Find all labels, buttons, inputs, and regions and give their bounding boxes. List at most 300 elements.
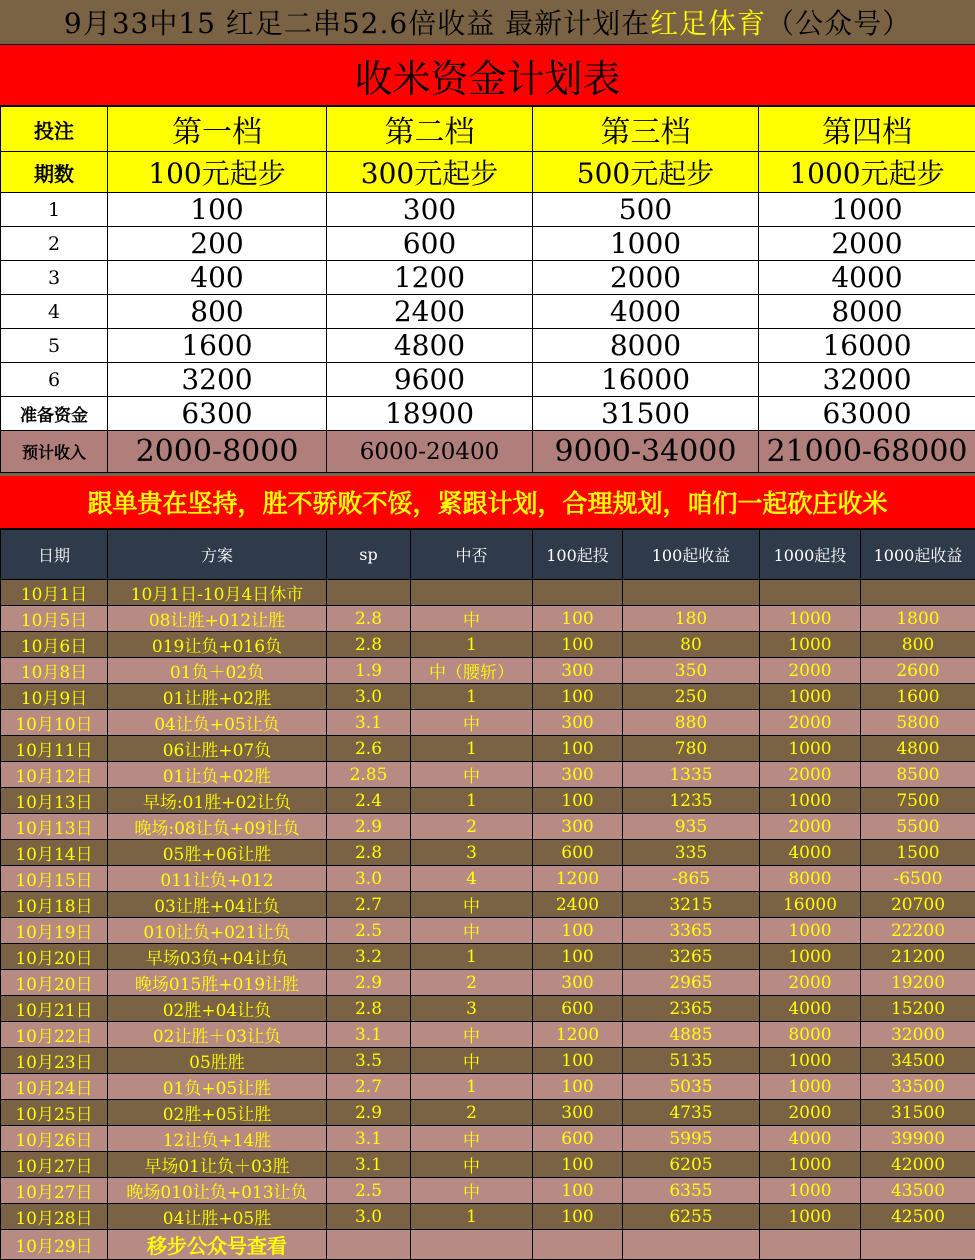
profit-100-cell: 335 xyxy=(623,840,760,866)
date-cell: 10月19日 xyxy=(1,918,108,944)
plan-cell: 12让负+14胜 xyxy=(108,1126,327,1152)
period-row xyxy=(1,261,975,295)
stake-cell: 400 xyxy=(108,261,327,295)
profit-100-cell: 4735 xyxy=(623,1100,760,1126)
sp-cell xyxy=(327,1230,411,1260)
fund-cell: 18900 xyxy=(327,397,533,431)
period-number: 2 xyxy=(1,227,108,261)
record-row xyxy=(1,710,975,736)
result-cell: 中 xyxy=(411,1022,533,1048)
result-cell: 1 xyxy=(411,1074,533,1100)
stake-cell: 2000 xyxy=(533,261,759,295)
record-row xyxy=(1,1126,975,1152)
stake-1000-cell: 1000 xyxy=(760,632,861,658)
stake-100-cell xyxy=(533,1230,623,1260)
period-row xyxy=(1,193,975,227)
record-row xyxy=(1,892,975,918)
profit-100-cell: -865 xyxy=(623,866,760,892)
profit-1000-cell: 2600 xyxy=(861,658,975,684)
profit-1000-cell: 21200 xyxy=(861,944,975,970)
result-cell: 2 xyxy=(411,814,533,840)
result-cell: 中 xyxy=(411,892,533,918)
stake-1000-cell: 1000 xyxy=(760,788,861,814)
result-cell: 3 xyxy=(411,840,533,866)
wechat-account-name: 红足体育 xyxy=(650,2,766,42)
profit-1000-cell: 32000 xyxy=(861,1022,975,1048)
stake-100-cell: 300 xyxy=(533,658,623,684)
plan-cell: 早场01让负＋03胜 xyxy=(108,1152,327,1178)
sp-cell: 3.0 xyxy=(327,1204,411,1230)
stake-100-cell: 1200 xyxy=(533,866,623,892)
stake-1000-cell: 2000 xyxy=(760,970,861,996)
stake-100-cell: 300 xyxy=(533,970,623,996)
result-cell: 1 xyxy=(411,736,533,762)
plan-cell: 01负+05让胜 xyxy=(108,1074,327,1100)
stake-100-cell: 100 xyxy=(533,1152,623,1178)
record-row xyxy=(1,684,975,710)
fund-cell: 31500 xyxy=(533,397,759,431)
col-header-stake-1000: 1000起投 xyxy=(760,530,861,580)
stake-100-cell: 600 xyxy=(533,840,623,866)
record-row xyxy=(1,1074,975,1100)
date-cell: 10月5日 xyxy=(1,606,108,632)
profit-100-cell: 5035 xyxy=(623,1074,760,1100)
record-row xyxy=(1,970,975,996)
plan-cell: 011让负+012 xyxy=(108,866,327,892)
stake-1000-cell: 2000 xyxy=(760,658,861,684)
stake-100-cell: 2400 xyxy=(533,892,623,918)
result-cell: 中 xyxy=(411,710,533,736)
stake-cell: 8000 xyxy=(533,329,759,363)
sp-cell: 3.1 xyxy=(327,1152,411,1178)
result-cell: 中 xyxy=(411,918,533,944)
date-cell: 10月10日 xyxy=(1,710,108,736)
sp-cell: 3.0 xyxy=(327,684,411,710)
stake-1000-cell xyxy=(760,580,861,606)
result-cell xyxy=(411,1230,533,1260)
page-title: 收米资金计划表 xyxy=(0,45,975,106)
stake-100-cell: 100 xyxy=(533,684,623,710)
date-cell: 10月22日 xyxy=(1,1022,108,1048)
record-row xyxy=(1,1230,975,1260)
profit-100-cell: 1235 xyxy=(623,788,760,814)
date-cell: 10月25日 xyxy=(1,1100,108,1126)
record-row xyxy=(1,1152,975,1178)
profit-100-cell: 250 xyxy=(623,684,760,710)
date-cell: 10月24日 xyxy=(1,1074,108,1100)
record-row xyxy=(1,840,975,866)
sp-cell: 3.2 xyxy=(327,944,411,970)
fund-label: 准备资金 xyxy=(1,397,108,431)
sp-cell: 2.6 xyxy=(327,736,411,762)
start-amount-row xyxy=(1,152,975,193)
profit-1000-cell: 15200 xyxy=(861,996,975,1022)
stake-100-cell: 100 xyxy=(533,1074,623,1100)
income-cell: 2000-8000 xyxy=(108,431,327,473)
record-row xyxy=(1,1022,975,1048)
sp-cell: 2.8 xyxy=(327,840,411,866)
profit-1000-cell: 5500 xyxy=(861,814,975,840)
period-number: 3 xyxy=(1,261,108,295)
profit-1000-cell: 7500 xyxy=(861,788,975,814)
funding-plan-table xyxy=(0,106,975,473)
profit-100-cell: 3365 xyxy=(623,918,760,944)
result-cell: 4 xyxy=(411,866,533,892)
bet-label: 投注 xyxy=(1,107,108,152)
stake-100-cell: 300 xyxy=(533,762,623,788)
profit-1000-cell: 42500 xyxy=(861,1204,975,1230)
period-row xyxy=(1,329,975,363)
results-record-table xyxy=(0,529,975,1260)
stake-100-cell: 100 xyxy=(533,632,623,658)
profit-100-cell: 4885 xyxy=(623,1022,760,1048)
plan-cell: 03让胜+04让负 xyxy=(108,892,327,918)
stake-100-cell: 100 xyxy=(533,606,623,632)
stake-cell: 300 xyxy=(327,193,533,227)
record-row xyxy=(1,1100,975,1126)
stake-cell: 200 xyxy=(108,227,327,261)
top-banner-text: 9月33中15 红足二串52.6倍收益 最新计划在 xyxy=(64,2,650,42)
record-row xyxy=(1,1048,975,1074)
top-banner xyxy=(0,0,975,45)
profit-100-cell: 3215 xyxy=(623,892,760,918)
plan-cell: 04让胜+05胜 xyxy=(108,1204,327,1230)
profit-1000-cell: 43500 xyxy=(861,1178,975,1204)
stake-cell: 8000 xyxy=(759,295,975,329)
profit-1000-cell: -6500 xyxy=(861,866,975,892)
result-cell: 2 xyxy=(411,970,533,996)
profit-1000-cell: 33500 xyxy=(861,1074,975,1100)
plan-cell: 06让胜+07负 xyxy=(108,736,327,762)
stake-100-cell: 600 xyxy=(533,1126,623,1152)
record-row xyxy=(1,580,975,606)
sp-cell: 2.8 xyxy=(327,606,411,632)
result-cell: 中 xyxy=(411,1152,533,1178)
stake-cell: 4800 xyxy=(327,329,533,363)
col-header-result: 中否 xyxy=(411,530,533,580)
plan-cell: 早场:01胜+02让负 xyxy=(108,788,327,814)
record-row xyxy=(1,918,975,944)
profit-100-cell: 5135 xyxy=(623,1048,760,1074)
record-row xyxy=(1,606,975,632)
stake-100-cell: 100 xyxy=(533,736,623,762)
result-cell: 中（腰斩） xyxy=(411,658,533,684)
stake-cell: 600 xyxy=(327,227,533,261)
col-header-stake-100: 100起投 xyxy=(533,530,623,580)
profit-100-cell: 2965 xyxy=(623,970,760,996)
stake-1000-cell: 1000 xyxy=(760,918,861,944)
date-cell: 10月20日 xyxy=(1,944,108,970)
start-cell: 1000元起步 xyxy=(759,152,975,193)
fund-cell: 6300 xyxy=(108,397,327,431)
stake-1000-cell: 16000 xyxy=(760,892,861,918)
period-number: 1 xyxy=(1,193,108,227)
tier-cell: 第三档 xyxy=(533,107,759,152)
profit-1000-cell xyxy=(861,1230,975,1260)
stake-100-cell: 100 xyxy=(533,1178,623,1204)
sp-cell xyxy=(327,580,411,606)
profit-1000-cell: 5800 xyxy=(861,710,975,736)
plan-cell: 02胜+04让负 xyxy=(108,996,327,1022)
sp-cell: 2.9 xyxy=(327,970,411,996)
record-row xyxy=(1,658,975,684)
period-label: 期数 xyxy=(1,152,108,193)
stake-cell: 1000 xyxy=(759,193,975,227)
profit-100-cell: 6205 xyxy=(623,1152,760,1178)
income-row xyxy=(1,431,975,473)
profit-1000-cell: 1800 xyxy=(861,606,975,632)
date-cell: 10月27日 xyxy=(1,1178,108,1204)
result-cell: 中 xyxy=(411,1048,533,1074)
stake-100-cell: 100 xyxy=(533,944,623,970)
stake-cell: 16000 xyxy=(533,363,759,397)
profit-1000-cell: 19200 xyxy=(861,970,975,996)
result-cell: 1 xyxy=(411,788,533,814)
col-header-profit-100: 100起收益 xyxy=(623,530,760,580)
fund-row xyxy=(1,397,975,431)
profit-100-cell: 780 xyxy=(623,736,760,762)
sp-cell: 3.1 xyxy=(327,710,411,736)
result-cell: 中 xyxy=(411,606,533,632)
profit-1000-cell: 800 xyxy=(861,632,975,658)
stake-cell: 1200 xyxy=(327,261,533,295)
record-header-row xyxy=(1,530,975,580)
plan-cell: 02让胜＋03让负 xyxy=(108,1022,327,1048)
stake-cell: 9600 xyxy=(327,363,533,397)
profit-100-cell: 6355 xyxy=(623,1178,760,1204)
stake-100-cell: 100 xyxy=(533,1204,623,1230)
sp-cell: 2.9 xyxy=(327,1100,411,1126)
stake-1000-cell: 2000 xyxy=(760,710,861,736)
period-number: 6 xyxy=(1,363,108,397)
sp-cell: 2.8 xyxy=(327,996,411,1022)
profit-1000-cell xyxy=(861,580,975,606)
start-cell: 500元起步 xyxy=(533,152,759,193)
income-cell: 6000-20400 xyxy=(327,431,533,473)
stake-1000-cell: 2000 xyxy=(760,1100,861,1126)
start-cell: 100元起步 xyxy=(108,152,327,193)
result-cell: 1 xyxy=(411,1204,533,1230)
result-cell: 中 xyxy=(411,1126,533,1152)
stake-1000-cell: 8000 xyxy=(760,866,861,892)
stake-1000-cell: 1000 xyxy=(760,684,861,710)
plan-cell: 05胜胜 xyxy=(108,1048,327,1074)
date-cell: 10月9日 xyxy=(1,684,108,710)
col-header-plan: 方案 xyxy=(108,530,327,580)
plan-cell: 晚场:08让负+09让负 xyxy=(108,814,327,840)
record-row xyxy=(1,1204,975,1230)
plan-cell: 08让胜+012让胜 xyxy=(108,606,327,632)
sp-cell: 3.1 xyxy=(327,1022,411,1048)
stake-100-cell: 300 xyxy=(533,814,623,840)
stake-1000-cell: 4000 xyxy=(760,996,861,1022)
tier-cell: 第一档 xyxy=(108,107,327,152)
record-row xyxy=(1,814,975,840)
date-cell: 10月26日 xyxy=(1,1126,108,1152)
profit-100-cell: 80 xyxy=(623,632,760,658)
date-cell: 10月13日 xyxy=(1,788,108,814)
tier-cell: 第四档 xyxy=(759,107,975,152)
profit-100-cell: 180 xyxy=(623,606,760,632)
profit-1000-cell: 42000 xyxy=(861,1152,975,1178)
record-row xyxy=(1,996,975,1022)
result-cell: 中 xyxy=(411,762,533,788)
stake-100-cell: 100 xyxy=(533,1048,623,1074)
stake-1000-cell xyxy=(760,1230,861,1260)
date-cell: 10月29日 xyxy=(1,1230,108,1260)
start-cell: 300元起步 xyxy=(327,152,533,193)
record-row xyxy=(1,736,975,762)
stake-1000-cell: 1000 xyxy=(760,1048,861,1074)
col-header-date: 日期 xyxy=(1,530,108,580)
stake-100-cell: 100 xyxy=(533,918,623,944)
plan-cell: 10月1日-10月4日休市 xyxy=(108,580,327,606)
profit-100-cell: 350 xyxy=(623,658,760,684)
tier-cell: 第二档 xyxy=(327,107,533,152)
result-cell: 3 xyxy=(411,996,533,1022)
stake-1000-cell: 1000 xyxy=(760,1074,861,1100)
period-row xyxy=(1,363,975,397)
top-banner-suffix: （公众号） xyxy=(766,2,911,42)
income-cell: 21000-68000 xyxy=(759,431,975,473)
stake-1000-cell: 2000 xyxy=(760,762,861,788)
profit-1000-cell: 8500 xyxy=(861,762,975,788)
date-cell: 10月20日 xyxy=(1,970,108,996)
stake-1000-cell: 1000 xyxy=(760,606,861,632)
tier-header-row xyxy=(1,107,975,152)
sp-cell: 3.0 xyxy=(327,866,411,892)
income-cell: 9000-34000 xyxy=(533,431,759,473)
plan-cell: 010让负+021让负 xyxy=(108,918,327,944)
profit-1000-cell: 39900 xyxy=(861,1126,975,1152)
sp-cell: 2.7 xyxy=(327,1074,411,1100)
result-cell: 2 xyxy=(411,1100,533,1126)
date-cell: 10月27日 xyxy=(1,1152,108,1178)
fund-cell: 63000 xyxy=(759,397,975,431)
profit-100-cell: 1335 xyxy=(623,762,760,788)
profit-100-cell xyxy=(623,1230,760,1260)
stake-1000-cell: 1000 xyxy=(760,736,861,762)
record-row xyxy=(1,944,975,970)
sp-cell: 1.9 xyxy=(327,658,411,684)
plan-cell: 01负＋02负 xyxy=(108,658,327,684)
stake-1000-cell: 1000 xyxy=(760,944,861,970)
sp-cell: 2.85 xyxy=(327,762,411,788)
slogan-banner: 跟单贵在坚持，胜不骄败不馁，紧跟计划，合理规划，咱们一起砍庄收米 xyxy=(0,476,975,529)
record-row xyxy=(1,866,975,892)
plan-cell: 晚场010让负+013让负 xyxy=(108,1178,327,1204)
stake-100-cell: 300 xyxy=(533,710,623,736)
date-cell: 10月15日 xyxy=(1,866,108,892)
sp-cell: 2.5 xyxy=(327,1178,411,1204)
date-cell: 10月11日 xyxy=(1,736,108,762)
period-number: 4 xyxy=(1,295,108,329)
date-cell: 10月14日 xyxy=(1,840,108,866)
stake-1000-cell: 2000 xyxy=(760,814,861,840)
plan-cell: 05胜+06让胜 xyxy=(108,840,327,866)
sp-cell: 2.7 xyxy=(327,892,411,918)
plan-cell: 01让负+02胜 xyxy=(108,762,327,788)
date-cell: 10月21日 xyxy=(1,996,108,1022)
profit-1000-cell: 4800 xyxy=(861,736,975,762)
stake-cell: 500 xyxy=(533,193,759,227)
sp-cell: 2.4 xyxy=(327,788,411,814)
profit-100-cell: 3265 xyxy=(623,944,760,970)
stake-cell: 100 xyxy=(108,193,327,227)
date-cell: 10月1日 xyxy=(1,580,108,606)
col-header-profit-1000: 1000起收益 xyxy=(861,530,975,580)
date-cell: 10月12日 xyxy=(1,762,108,788)
plan-cell: 01让胜+02胜 xyxy=(108,684,327,710)
stake-100-cell: 100 xyxy=(533,788,623,814)
date-cell: 10月23日 xyxy=(1,1048,108,1074)
profit-100-cell: 6255 xyxy=(623,1204,760,1230)
profit-1000-cell: 31500 xyxy=(861,1100,975,1126)
stake-100-cell: 600 xyxy=(533,996,623,1022)
stake-cell: 1000 xyxy=(533,227,759,261)
sp-cell: 3.1 xyxy=(327,1126,411,1152)
col-header-sp: sp xyxy=(327,530,411,580)
stake-1000-cell: 4000 xyxy=(760,840,861,866)
stake-cell: 16000 xyxy=(759,329,975,363)
stake-cell: 1600 xyxy=(108,329,327,363)
date-cell: 10月28日 xyxy=(1,1204,108,1230)
stake-cell: 800 xyxy=(108,295,327,329)
result-cell xyxy=(411,580,533,606)
stake-1000-cell: 8000 xyxy=(760,1022,861,1048)
date-cell: 10月8日 xyxy=(1,658,108,684)
profit-1000-cell: 34500 xyxy=(861,1048,975,1074)
stake-1000-cell: 4000 xyxy=(760,1126,861,1152)
stake-100-cell xyxy=(533,580,623,606)
stake-1000-cell: 1000 xyxy=(760,1178,861,1204)
sp-cell: 2.9 xyxy=(327,814,411,840)
profit-100-cell xyxy=(623,580,760,606)
plan-cell: 019让负+016负 xyxy=(108,632,327,658)
profit-100-cell: 880 xyxy=(623,710,760,736)
period-number: 5 xyxy=(1,329,108,363)
profit-1000-cell: 20700 xyxy=(861,892,975,918)
stake-100-cell: 300 xyxy=(533,1100,623,1126)
period-row xyxy=(1,295,975,329)
income-label: 预计收入 xyxy=(1,431,108,473)
result-cell: 1 xyxy=(411,684,533,710)
stake-cell: 32000 xyxy=(759,363,975,397)
plan-cell: 早场03负+04让负 xyxy=(108,944,327,970)
result-cell: 1 xyxy=(411,632,533,658)
record-row xyxy=(1,1178,975,1204)
record-row xyxy=(1,632,975,658)
stake-cell: 2000 xyxy=(759,227,975,261)
profit-1000-cell: 1500 xyxy=(861,840,975,866)
stake-cell: 4000 xyxy=(759,261,975,295)
profit-1000-cell: 22200 xyxy=(861,918,975,944)
sp-cell: 3.5 xyxy=(327,1048,411,1074)
profit-100-cell: 5995 xyxy=(623,1126,760,1152)
stake-cell: 4000 xyxy=(533,295,759,329)
stake-cell: 3200 xyxy=(108,363,327,397)
date-cell: 10月18日 xyxy=(1,892,108,918)
profit-100-cell: 2365 xyxy=(623,996,760,1022)
date-cell: 10月13日 xyxy=(1,814,108,840)
stake-1000-cell: 1000 xyxy=(760,1204,861,1230)
profit-100-cell: 935 xyxy=(623,814,760,840)
period-row xyxy=(1,227,975,261)
plan-cell: 晚场015胜+019让胜 xyxy=(108,970,327,996)
plan-cell: 04让负+05让负 xyxy=(108,710,327,736)
stake-100-cell: 1200 xyxy=(533,1022,623,1048)
plan-cell: 02胜+05让胜 xyxy=(108,1100,327,1126)
